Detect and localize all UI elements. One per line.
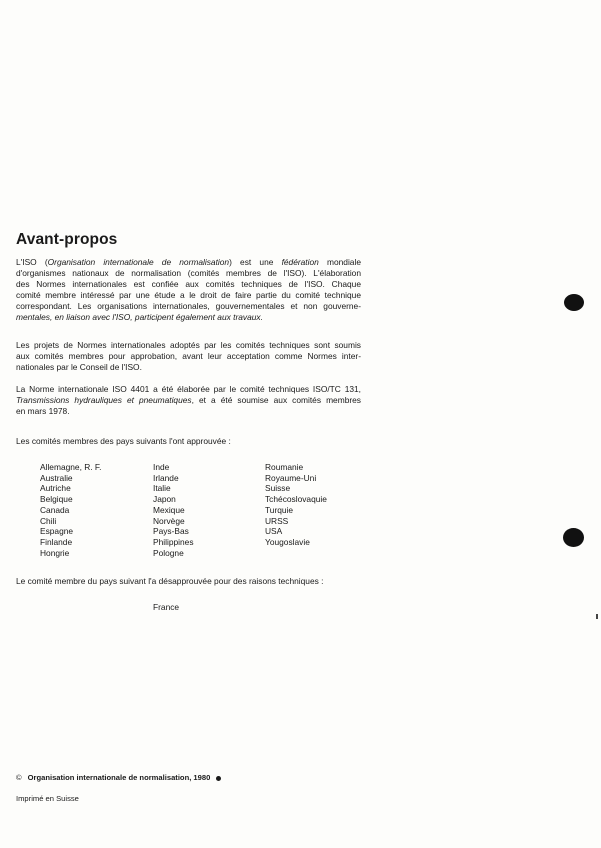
printed-in: Imprimé en Suisse (16, 794, 79, 803)
disapproval-intro-text: Le comité membre du pays suivant l'a désapprouvée pour des raisons techniques : (16, 576, 324, 586)
margin-mark (596, 614, 598, 619)
intro-line-2: d'organismes nationaux de normalisation (comités membres de l'ISO). L'élaboration (16, 268, 361, 278)
copyright-icon: © (16, 773, 22, 782)
country-item: Australie (40, 472, 73, 483)
standard-line-2 (16, 395, 361, 406)
country-item: Turquie (265, 504, 294, 515)
country-item: Italie (153, 483, 171, 494)
process-line-2: aux comités membres pour approbation, avant leur acceptation comme Normes inter- (16, 351, 361, 361)
intro-line-6 (16, 312, 361, 323)
standard-info-paragraph (16, 384, 361, 417)
intro-paragraph (16, 257, 361, 323)
intro-text: mondiale (318, 257, 361, 267)
page-title: Avant-propos (16, 231, 118, 248)
country-item: Inde (153, 462, 170, 472)
country-column-2 (153, 462, 194, 558)
punch-hole-icon (564, 294, 584, 311)
country-item: Tchécoslovaquie (265, 494, 327, 505)
intro-line-5: correspondant. Les organisations internationales, gouvernementales et non gouverne- (16, 301, 361, 311)
standard-line-3: en mars 1978. (16, 406, 70, 416)
copyright-line (16, 773, 221, 782)
copyright-text: Organisation internationale de normalisation, 1980 (27, 773, 211, 782)
intro-line-1 (16, 257, 361, 268)
intro-line-3: des Normes internationales est confiée aux comités techniques de l'ISO. Chaque (16, 279, 361, 289)
intro-line-6-text: mentales, en liaison avec l'ISO, participent également aux travaux. (16, 312, 263, 322)
intro-text: ) est une (229, 257, 282, 267)
country-item: Canada (40, 504, 70, 515)
country-item: Mexique (153, 504, 185, 515)
intro-text: L'ISO ( (16, 257, 48, 267)
intro-line-4: comité membre intéressé par une étude a le droit de faire partie du comité technique (16, 290, 361, 300)
disapproving-country: France (153, 602, 180, 612)
country-item: URSS (265, 515, 289, 526)
country-item: Chili (40, 515, 57, 526)
country-item: Pologne (153, 547, 184, 558)
country-item: Allemagne, R. F. (40, 462, 102, 472)
process-line-1: Les projets de Normes internationales adoptés par les comités techniques sont soumis (16, 340, 361, 350)
country-item: Suisse (265, 483, 291, 494)
iso-name: Organisation internationale de normalisation (47, 257, 230, 267)
country-item: Belgique (40, 494, 73, 505)
country-item: Hongrie (40, 547, 70, 558)
bullet-icon (216, 776, 221, 781)
standard-line-1: La Norme internationale ISO 4401 a été élaborée par le comité techniques ISO/TC 131, (16, 384, 361, 394)
standard-text: , et a été soumise aux comités membres (191, 395, 361, 405)
punch-hole-icon (563, 528, 584, 547)
country-item: Pays-Bas (153, 526, 189, 537)
committee-title: Transmissions hydrauliques et pneumatiques (16, 395, 192, 405)
federation-word: fédération (281, 257, 319, 267)
country-column-3 (265, 462, 327, 548)
approval-intro-text: Les comités membres des pays suivants l'ont approuvée : (16, 436, 231, 446)
country-item: Finlande (40, 536, 73, 547)
approval-intro (16, 436, 361, 447)
country-item: Royaume-Uni (265, 472, 317, 483)
process-line-3: nationales par le Conseil de l'ISO. (16, 362, 142, 372)
country-item: Irlande (153, 472, 179, 483)
country-item: Roumanie (265, 462, 304, 472)
approval-process-paragraph (16, 340, 361, 373)
country-item: USA (265, 526, 283, 537)
country-item: Philippines (153, 536, 194, 547)
country-item: Yougoslavie (265, 536, 310, 547)
country-item: Japon (153, 494, 176, 505)
country-item: Autriche (40, 483, 71, 494)
disapproval-intro (16, 576, 376, 587)
country-item: Norvège (153, 515, 185, 526)
country-column-1 (40, 462, 101, 558)
country-item: Espagne (40, 526, 74, 537)
